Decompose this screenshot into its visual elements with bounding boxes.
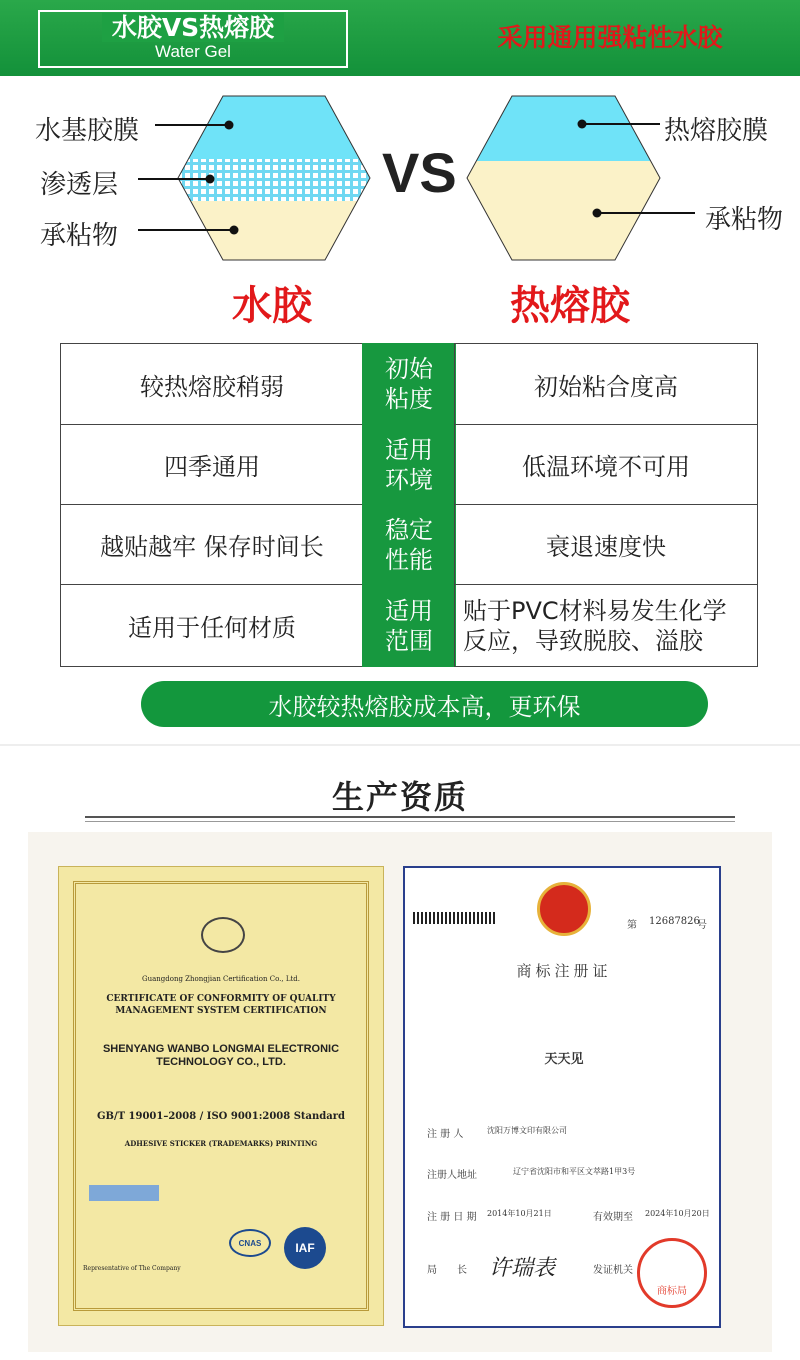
vs-text: VS — [382, 141, 457, 204]
iaf-logo: IAF — [284, 1227, 326, 1269]
cert-representative: Representative of The Company — [83, 1265, 181, 1272]
row-value: 2014年10月21日 — [487, 1209, 552, 1218]
cert-title: CERTIFICATE OF CONFORMITY OF QUALITY MANAGEMENT SYSTEM CERTIFICATION — [106, 994, 336, 1016]
caption-hot-melt: 热熔胶 — [510, 283, 630, 329]
table-cell-right: 贴于PVC材料易发生化学 反应，导致脱胶、溢胶 — [454, 584, 758, 667]
cert-number-suffix: 号 — [697, 920, 707, 931]
label-hotmelt-film: 热熔胶膜 — [664, 116, 769, 146]
row-label: 注 册 人 — [427, 1129, 464, 1140]
summary-pill: 水胶较热熔胶成本高，更环保 — [141, 681, 708, 727]
hotmelt-hexagon — [460, 91, 670, 271]
table-cell-left: 四季通用 — [60, 424, 364, 505]
cert-issuer: Guangdong Zhongjian Certification Co., Ltd. — [141, 975, 300, 983]
cert-number-prefix: 第 — [627, 920, 637, 931]
table-cell-right: 衰退速度快 — [454, 504, 758, 585]
trademark-certificate — [403, 866, 721, 1328]
label-water-film: 水基胶膜 — [35, 116, 140, 146]
label-substrate-right: 承粘物 — [705, 205, 784, 235]
director-signature: 许瑞表 — [489, 1256, 556, 1281]
cert-company: SHENYANG WANBO LONGMAI ELECTRONIC TECHNOLOGY CO., LTD. — [102, 1043, 340, 1068]
table-cell-right: 初始粘合度高 — [454, 343, 758, 425]
stamp-text: 商标局 — [657, 1286, 687, 1297]
row-value: 辽宁省沈阳市和平区文萃路1甲3号 — [513, 1167, 636, 1176]
caption-water-gel: 水胶 — [232, 283, 312, 329]
title-rule — [85, 816, 735, 818]
iso-certificate — [58, 866, 384, 1326]
valid-value: 2024年10月20日 — [645, 1209, 710, 1218]
cert-number: 12687826 — [649, 916, 700, 927]
national-emblem-icon — [537, 882, 591, 936]
label-substrate-left: 承粘物 — [40, 221, 119, 251]
certification-logo-icon — [201, 917, 245, 953]
title-rule-thin — [85, 821, 735, 822]
table-cell-left: 适用于任何材质 — [60, 584, 364, 667]
comparison-table — [60, 343, 758, 667]
table-cell-left: 越贴越牢 保存时间长 — [60, 504, 364, 585]
top-banner — [0, 0, 800, 76]
barcode — [413, 912, 497, 924]
trademark-mark: 天天见 — [544, 1052, 584, 1067]
table-cell-category: 适用 环境 — [362, 424, 456, 505]
section-title: 生产资质 — [331, 778, 468, 816]
banner-title: 水胶VS热熔胶 — [102, 13, 284, 42]
banner-slogan: 采用通用强粘性水胶 — [497, 23, 723, 52]
label-penetration-layer: 渗透层 — [40, 170, 119, 200]
cert-scope: ADHESIVE STICKER (TRADEMARKS) PRINTING — [124, 1139, 318, 1148]
table-cell-category: 适用 范围 — [362, 584, 456, 667]
cert-title: 商标注册证 — [516, 962, 612, 980]
row-value: 沈阳万博文印有限公司 — [487, 1126, 567, 1135]
water-gel-hexagon — [170, 91, 380, 271]
issuer-label: 发证机关 — [593, 1265, 633, 1276]
cert-standard: GB/T 19001–2008 / ISO 9001:2008 Standard — [96, 1111, 346, 1122]
row-label: 注册人地址 — [427, 1170, 477, 1181]
table-cell-category: 稳定 性能 — [362, 504, 456, 585]
row-label: 注 册 日 期 — [427, 1212, 477, 1223]
table-cell-right: 低温环境不可用 — [454, 424, 758, 505]
cnas-logo: CNAS — [229, 1229, 271, 1257]
hologram-sticker — [89, 1185, 159, 1201]
official-stamp — [637, 1238, 707, 1308]
title-box — [38, 10, 348, 68]
section-divider — [0, 744, 800, 746]
row-label: 局 长 — [427, 1265, 467, 1276]
table-cell-left: 较热熔胶稍弱 — [60, 343, 364, 425]
valid-label: 有效期至 — [593, 1212, 633, 1223]
banner-subtitle: Water Gel — [155, 42, 231, 61]
table-cell-category: 初始 粘度 — [362, 343, 456, 425]
